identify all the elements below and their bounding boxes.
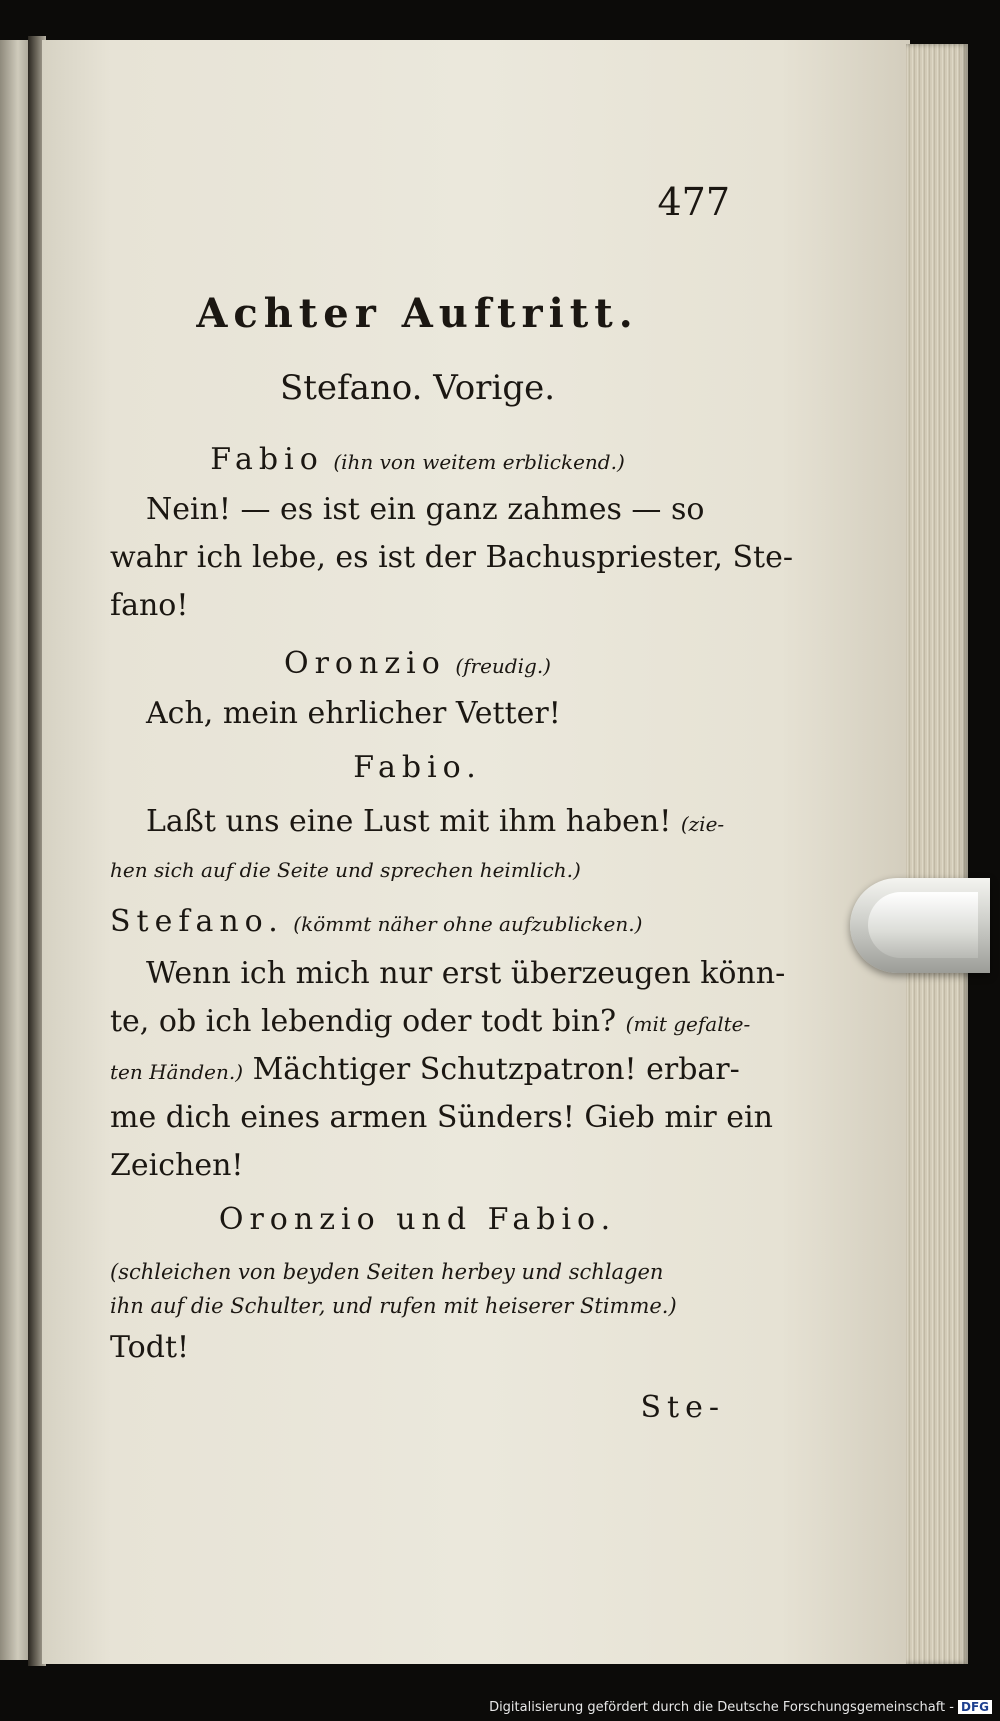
scene-characters: Stefano. Vorige.	[279, 368, 556, 408]
text-line-12	[110, 1004, 751, 1042]
credit-text: Digitalisierung gefördert durch die Deutsche Forschungsgemeinschaft -	[489, 1700, 954, 1715]
left-page-edge	[0, 40, 30, 1660]
speaker-name: Oronzio	[284, 646, 446, 681]
speaker-name: Stefano.	[110, 904, 284, 939]
page-number: 477	[657, 180, 730, 224]
dialogue-text: te, ob ich lebendig oder todt bin?	[110, 1004, 617, 1039]
text-line-10	[110, 904, 725, 942]
text-line-8	[110, 804, 725, 842]
catchword: Ste-	[640, 1390, 725, 1425]
text-line-16: Oronzio und Fabio.	[218, 1202, 617, 1237]
text-line-9	[110, 850, 725, 888]
text-line-7: Fabio.	[353, 750, 482, 785]
page-block-edge	[906, 44, 968, 1664]
text-line-11: Wenn ich mich nur erst überzeugen könn-	[146, 956, 786, 991]
text-line-18	[110, 1286, 725, 1324]
stage-direction: (freudig.)	[455, 654, 551, 678]
speaker-name: Fabio	[210, 442, 324, 477]
dfg-logo: DFG	[958, 1700, 992, 1714]
page-clip	[850, 878, 990, 973]
text-line-13	[110, 1052, 740, 1090]
dialogue-text: Laßt uns eine Lust mit ihm haben!	[146, 804, 672, 839]
text-line-4: fano!	[110, 588, 189, 623]
digitization-credit	[489, 1700, 992, 1715]
scene-heading: Achter Auftritt.	[196, 290, 639, 337]
text-line-19: Todt!	[110, 1330, 190, 1365]
text-line-3: wahr ich lebe, es ist der Bachuspriester, Ste-	[110, 540, 793, 575]
stage-direction: ihn auf die Schulter, und rufen mit heiserer Stimme.)	[110, 1294, 677, 1318]
text-line-14: me dich eines armen Sünders! Gieb mir ein	[110, 1100, 773, 1135]
text-line-5	[110, 646, 725, 684]
text-line-6: Ach, mein ehrlicher Vetter!	[146, 696, 561, 731]
stage-direction: (ihn von weitem erblickend.)	[333, 450, 625, 474]
text-line-15: Zeichen!	[110, 1148, 244, 1183]
stage-direction: (mit gefalte-	[625, 1012, 751, 1036]
stage-direction: hen sich auf die Seite und sprechen heimlich.)	[110, 858, 581, 882]
stage-direction: (schleichen von beyden Seiten herbey und schlagen	[110, 1260, 664, 1284]
text-line-2: Nein! — es ist ein ganz zahmes — so	[146, 492, 705, 527]
dialogue-text: Mächtiger Schutzpatron! erbar-	[252, 1052, 740, 1087]
stage-direction: (kömmt näher ohne aufzublicken.)	[293, 912, 643, 936]
stage-direction: (zie-	[680, 812, 725, 836]
page-clip-inner	[868, 892, 978, 958]
text-line-17	[110, 1252, 725, 1290]
text-line-1	[110, 442, 725, 480]
stage-direction: ten Händen.)	[110, 1060, 244, 1084]
